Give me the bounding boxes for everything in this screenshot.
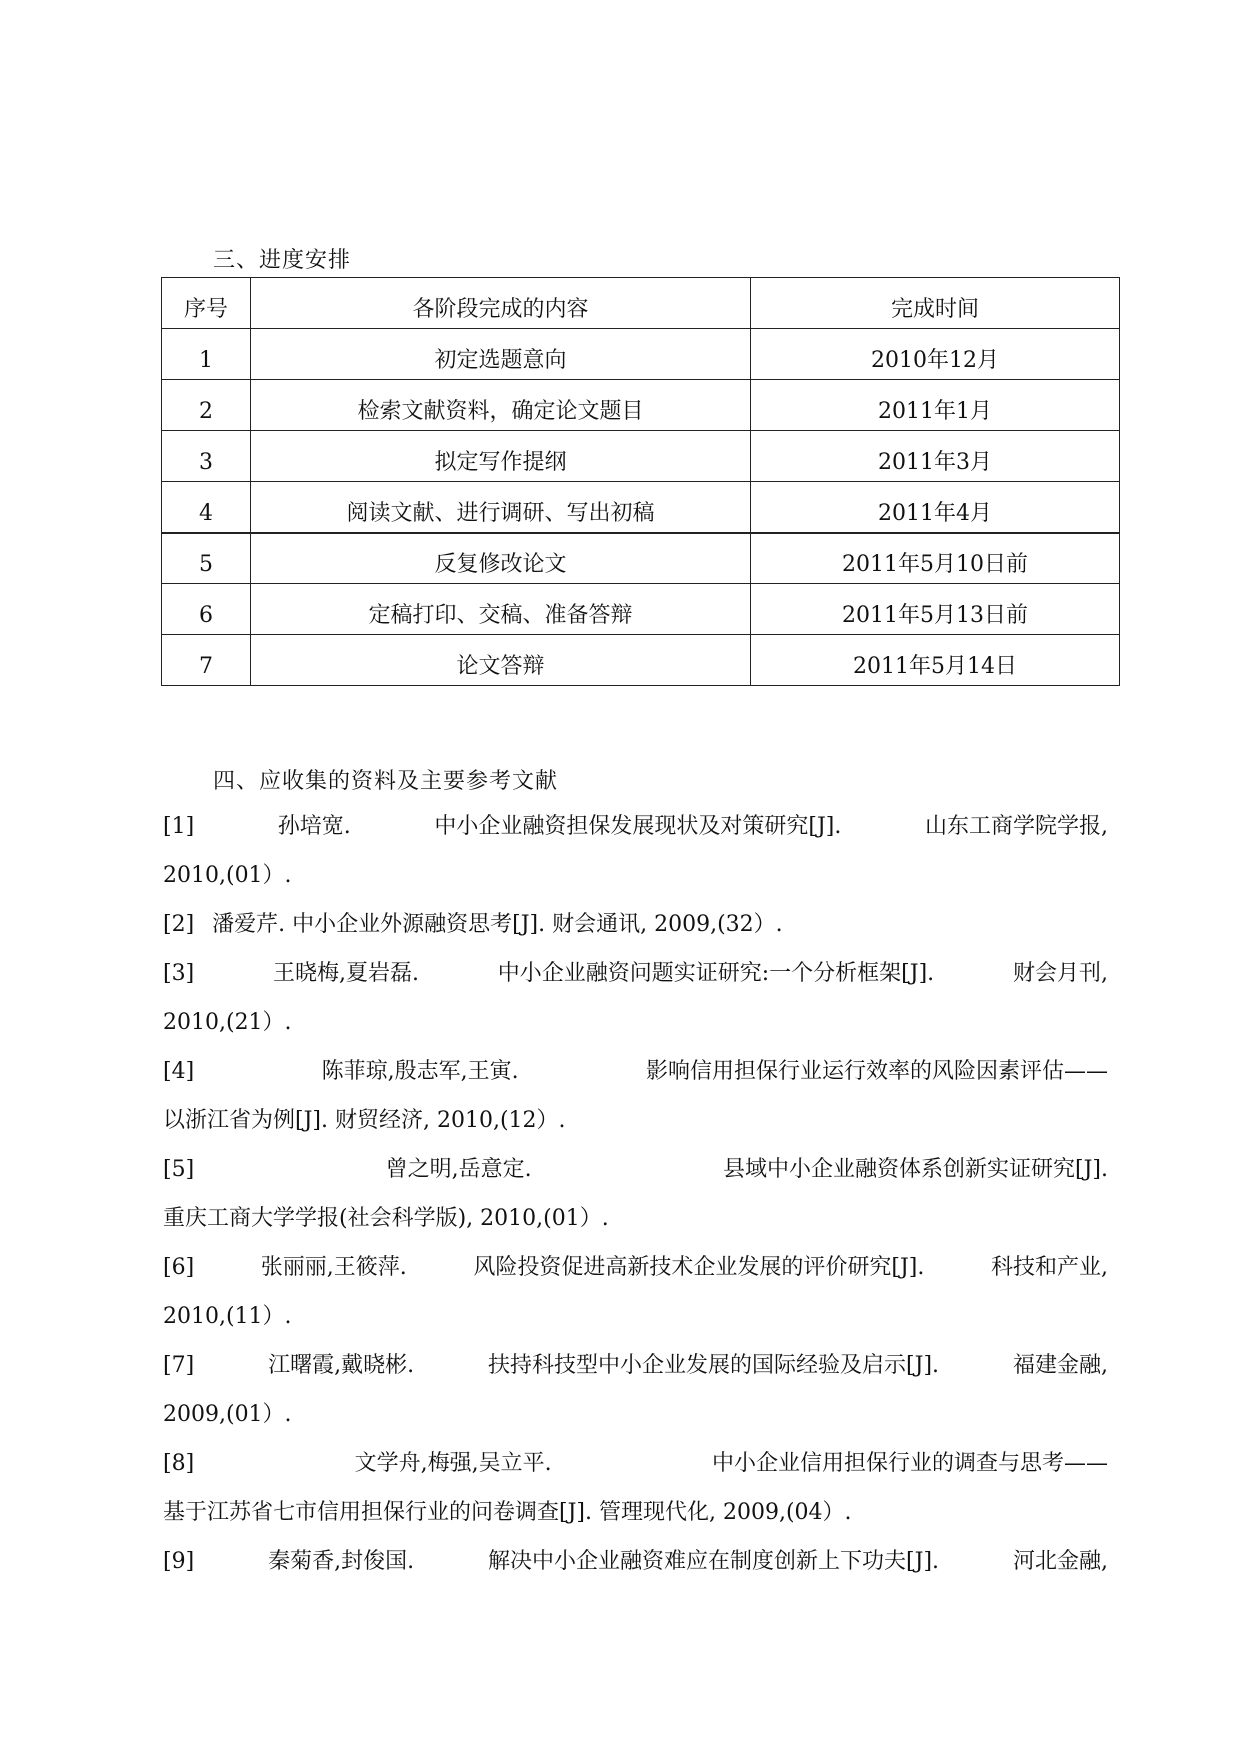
cell-content: 初定选题意向 bbox=[251, 329, 751, 380]
reference-number: [3] bbox=[163, 961, 195, 986]
reference-item bbox=[163, 949, 1108, 1047]
reference-continuation: 2010,(21）. bbox=[163, 1010, 292, 1035]
reference-source: 科技和产业, bbox=[990, 1255, 1108, 1280]
cell-index: 5 bbox=[162, 533, 251, 584]
reference-source: 河北金融, bbox=[1012, 1549, 1108, 1574]
reference-authors: 孙培宽. bbox=[277, 814, 351, 839]
reference-number: [9] bbox=[163, 1549, 195, 1574]
cell-time: 2011年5月13日前 bbox=[751, 584, 1120, 635]
cell-content: 阅读文献、进行调研、写出初稿 bbox=[251, 482, 751, 533]
cell-index: 7 bbox=[162, 635, 251, 686]
header-content: 各阶段完成的内容 bbox=[251, 278, 751, 329]
cell-index: 2 bbox=[162, 380, 251, 431]
header-index: 序号 bbox=[162, 278, 251, 329]
table-row bbox=[162, 635, 1120, 686]
reference-number: [6] bbox=[163, 1255, 195, 1280]
reference-number: [8] bbox=[163, 1451, 195, 1476]
reference-authors: 陈菲琼,殷志军,王寅. bbox=[321, 1059, 519, 1084]
cell-content: 拟定写作提纲 bbox=[251, 431, 751, 482]
cell-index: 3 bbox=[162, 431, 251, 482]
reference-authors: 曾之明,岳意定. bbox=[385, 1157, 532, 1182]
reference-source: 财会月刊, bbox=[1012, 961, 1108, 986]
reference-number: [4] bbox=[163, 1059, 195, 1084]
cell-content: 检索文献资料，确定论文题目 bbox=[251, 380, 751, 431]
reference-authors: 王晓梅,夏岩磊. bbox=[272, 961, 419, 986]
reference-text: 潘爱芹. 中小企业外源融资思考[J]. 财会通讯, 2009,(32）. bbox=[212, 912, 783, 937]
cell-time: 2011年5月10日前 bbox=[751, 533, 1120, 584]
reference-item bbox=[163, 1047, 1108, 1145]
reference-item bbox=[163, 1145, 1108, 1243]
reference-item bbox=[163, 1243, 1108, 1341]
table-row bbox=[162, 329, 1120, 380]
cell-time: 2011年1月 bbox=[751, 380, 1120, 431]
reference-item bbox=[163, 1537, 1108, 1586]
reference-list bbox=[163, 802, 1108, 1586]
section-title-references: 四、应收集的资料及主要参考文献 bbox=[213, 769, 559, 794]
reference-continuation: 基于江苏省七市信用担保行业的问卷调查[J]. 管理现代化, 2009,(04）. bbox=[163, 1500, 852, 1525]
reference-continuation: 重庆工商大学学报(社会科学版), 2010,(01）. bbox=[163, 1206, 609, 1231]
reference-continuation: 2010,(01）. bbox=[163, 863, 292, 888]
reference-title: 影响信用担保行业运行效率的风险因素评估—— bbox=[645, 1059, 1108, 1084]
reference-number: [2] bbox=[163, 912, 195, 937]
cell-time: 2011年3月 bbox=[751, 431, 1120, 482]
reference-number: [1] bbox=[163, 814, 195, 839]
reference-source: 福建金融, bbox=[1012, 1353, 1108, 1378]
section-title-schedule: 三、进度安排 bbox=[213, 248, 352, 273]
cell-time: 2011年4月 bbox=[751, 482, 1120, 533]
cell-content: 论文答辩 bbox=[251, 635, 751, 686]
cell-index: 6 bbox=[162, 584, 251, 635]
reference-title: 中小企业融资担保发展现状及对策研究[J]. bbox=[434, 814, 842, 839]
table-row bbox=[162, 431, 1120, 482]
reference-number: [5] bbox=[163, 1157, 195, 1182]
cell-index: 4 bbox=[162, 482, 251, 533]
reference-title: 中小企业信用担保行业的调查与思考—— bbox=[711, 1451, 1108, 1476]
table-row bbox=[162, 584, 1120, 635]
table-header-row bbox=[162, 278, 1120, 329]
reference-continuation: 2009,(01）. bbox=[163, 1402, 292, 1427]
reference-authors: 文学舟,梅强,吴立平. bbox=[354, 1451, 552, 1476]
reference-title: 风险投资促进高新技术企业发展的评价研究[J]. bbox=[473, 1255, 925, 1280]
reference-item bbox=[163, 1341, 1108, 1439]
cell-time: 2010年12月 bbox=[751, 329, 1120, 380]
reference-number: [7] bbox=[163, 1353, 195, 1378]
reference-authors: 江曙霞,戴晓彬. bbox=[268, 1353, 415, 1378]
reference-continuation: 2010,(11）. bbox=[163, 1304, 292, 1329]
reference-authors: 秦菊香,封俊国. bbox=[268, 1549, 415, 1574]
table-row bbox=[162, 380, 1120, 431]
cell-content: 反复修改论文 bbox=[251, 533, 751, 584]
cell-content: 定稿打印、交稿、准备答辩 bbox=[251, 584, 751, 635]
schedule-table-body bbox=[162, 278, 1120, 686]
schedule-table bbox=[161, 277, 1120, 686]
reference-item bbox=[163, 1439, 1108, 1537]
reference-title: 解决中小企业融资难应在制度创新上下功夫[J]. bbox=[488, 1549, 940, 1574]
reference-title: 扶持科技型中小企业发展的国际经验及启示[J]. bbox=[488, 1353, 940, 1378]
reference-source: 山东工商学院学报, bbox=[924, 814, 1108, 839]
reference-item bbox=[163, 900, 1108, 949]
header-time: 完成时间 bbox=[751, 278, 1120, 329]
reference-authors: 张丽丽,王筱萍. bbox=[260, 1255, 407, 1280]
reference-continuation: 以浙江省为例[J]. 财贸经济, 2010,(12）. bbox=[163, 1108, 566, 1133]
reference-title: 县域中小企业融资体系创新实证研究[J]. bbox=[723, 1157, 1108, 1182]
table-row bbox=[162, 533, 1120, 584]
cell-index: 1 bbox=[162, 329, 251, 380]
table-row bbox=[162, 482, 1120, 533]
cell-time: 2011年5月14日 bbox=[751, 635, 1120, 686]
reference-item bbox=[163, 802, 1108, 900]
reference-title: 中小企业融资问题实证研究:一个分析框架[J]. bbox=[497, 961, 935, 986]
